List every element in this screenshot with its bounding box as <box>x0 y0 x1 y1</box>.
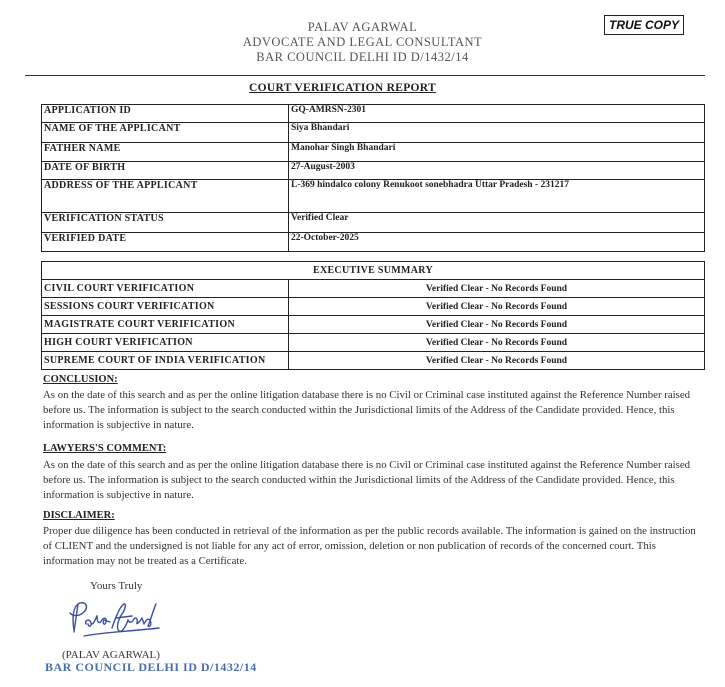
row-label: FATHER NAME <box>42 143 289 162</box>
application-id-value: GQ-AMRSN-2301 <box>289 105 705 123</box>
signatory-name: (PALAV AGARWAL) <box>62 649 160 661</box>
supreme-court-result: Verified Clear - No Records Found <box>289 352 705 370</box>
row-label: HIGH COURT VERIFICATION <box>42 334 289 352</box>
signatory-bar-id: BAR COUNCIL DELHI ID D/1432/14 <box>45 660 257 674</box>
dob-value: 27-August-2003 <box>289 162 705 180</box>
table-row <box>42 123 705 143</box>
closing-text: Yours Truly <box>90 580 143 592</box>
row-label: SUPREME COURT OF INDIA VERIFICATION <box>42 352 289 370</box>
father-name-value: Manohar Singh Bhandari <box>289 143 705 162</box>
conclusion-text: As on the date of this search and as per the online litigation database there is no Civil or Criminal case instituted against the Reference Number raised before us. The information is subject to the search conducted within the Jurisdictional limits of the Address of the Candidate provided. Hence, this information is subjective in nature. <box>43 389 691 431</box>
table-row <box>42 352 705 370</box>
row-label: APPLICATION ID <box>42 105 289 123</box>
table-row <box>42 298 705 316</box>
row-label: VERIFICATION STATUS <box>42 213 289 233</box>
table-header-row <box>42 262 705 280</box>
report-title: COURT VERIFICATION REPORT <box>249 82 436 94</box>
header-divider <box>25 75 705 76</box>
executive-summary-table <box>41 261 705 370</box>
row-label: SESSIONS COURT VERIFICATION <box>42 298 289 316</box>
verification-status-value: Verified Clear <box>289 213 705 233</box>
lawyers-comment-text: As on the date of this search and as per the online litigation database there is no Civil or Criminal case instituted against the Reference Number raised before us. The information is subject to the search conducted within the Jurisdictional limits of the Address of the Candidate provided. Hence, this information is subjective in nature. <box>43 459 691 501</box>
verified-date-value: 22-October-2025 <box>289 233 705 252</box>
advocate-name: PALAV AGARWAL <box>307 20 418 34</box>
address-value: L-369 hindalco colony Renukoot sonebhadra Uttar Pradesh - 231217 <box>289 180 705 213</box>
row-label: NAME OF THE APPLICANT <box>42 123 289 143</box>
applicant-name-value: Siya Bhandari <box>289 123 705 143</box>
table-row <box>42 316 705 334</box>
conclusion-heading: CONCLUSION: <box>43 374 118 385</box>
lawyers-comment-heading: LAWYERS'S COMMENT: <box>43 443 167 454</box>
high-court-result: Verified Clear - No Records Found <box>289 334 705 352</box>
row-label: CIVIL COURT VERIFICATION <box>42 280 289 298</box>
row-label: ADDRESS OF THE APPLICANT <box>42 180 289 213</box>
table-row <box>42 213 705 233</box>
true-copy-stamp: TRUE COPY <box>604 15 684 35</box>
table-row <box>42 233 705 252</box>
table-row <box>42 180 705 213</box>
row-label: VERIFIED DATE <box>42 233 289 252</box>
table-row <box>42 280 705 298</box>
signature <box>64 598 164 645</box>
table-row <box>42 162 705 180</box>
table-row <box>42 143 705 162</box>
table-row <box>42 334 705 352</box>
disclaimer-text: Proper due diligence has been conducted in retrieval of the information as per the public records available. The information is gained on the instruction of CLIENT and the undersigned is not liable for any act of error, omission, deletion or non publication of records of the concerned court. This information may not be treated as a Certificate. <box>43 525 696 567</box>
applicant-details-table <box>41 104 705 252</box>
table-row <box>42 105 705 123</box>
disclaimer-heading: DISCLAIMER: <box>43 510 115 521</box>
row-label: DATE OF BIRTH <box>42 162 289 180</box>
civil-court-result: Verified Clear - No Records Found <box>289 280 705 298</box>
executive-summary-title: EXECUTIVE SUMMARY <box>42 262 705 280</box>
advocate-designation: ADVOCATE AND LEGAL CONSULTANT <box>242 35 483 49</box>
sessions-court-result: Verified Clear - No Records Found <box>289 298 705 316</box>
advocate-bar-id: BAR COUNCIL DELHI ID D/1432/14 <box>256 50 469 64</box>
row-label: MAGISTRATE COURT VERIFICATION <box>42 316 289 334</box>
magistrate-court-result: Verified Clear - No Records Found <box>289 316 705 334</box>
